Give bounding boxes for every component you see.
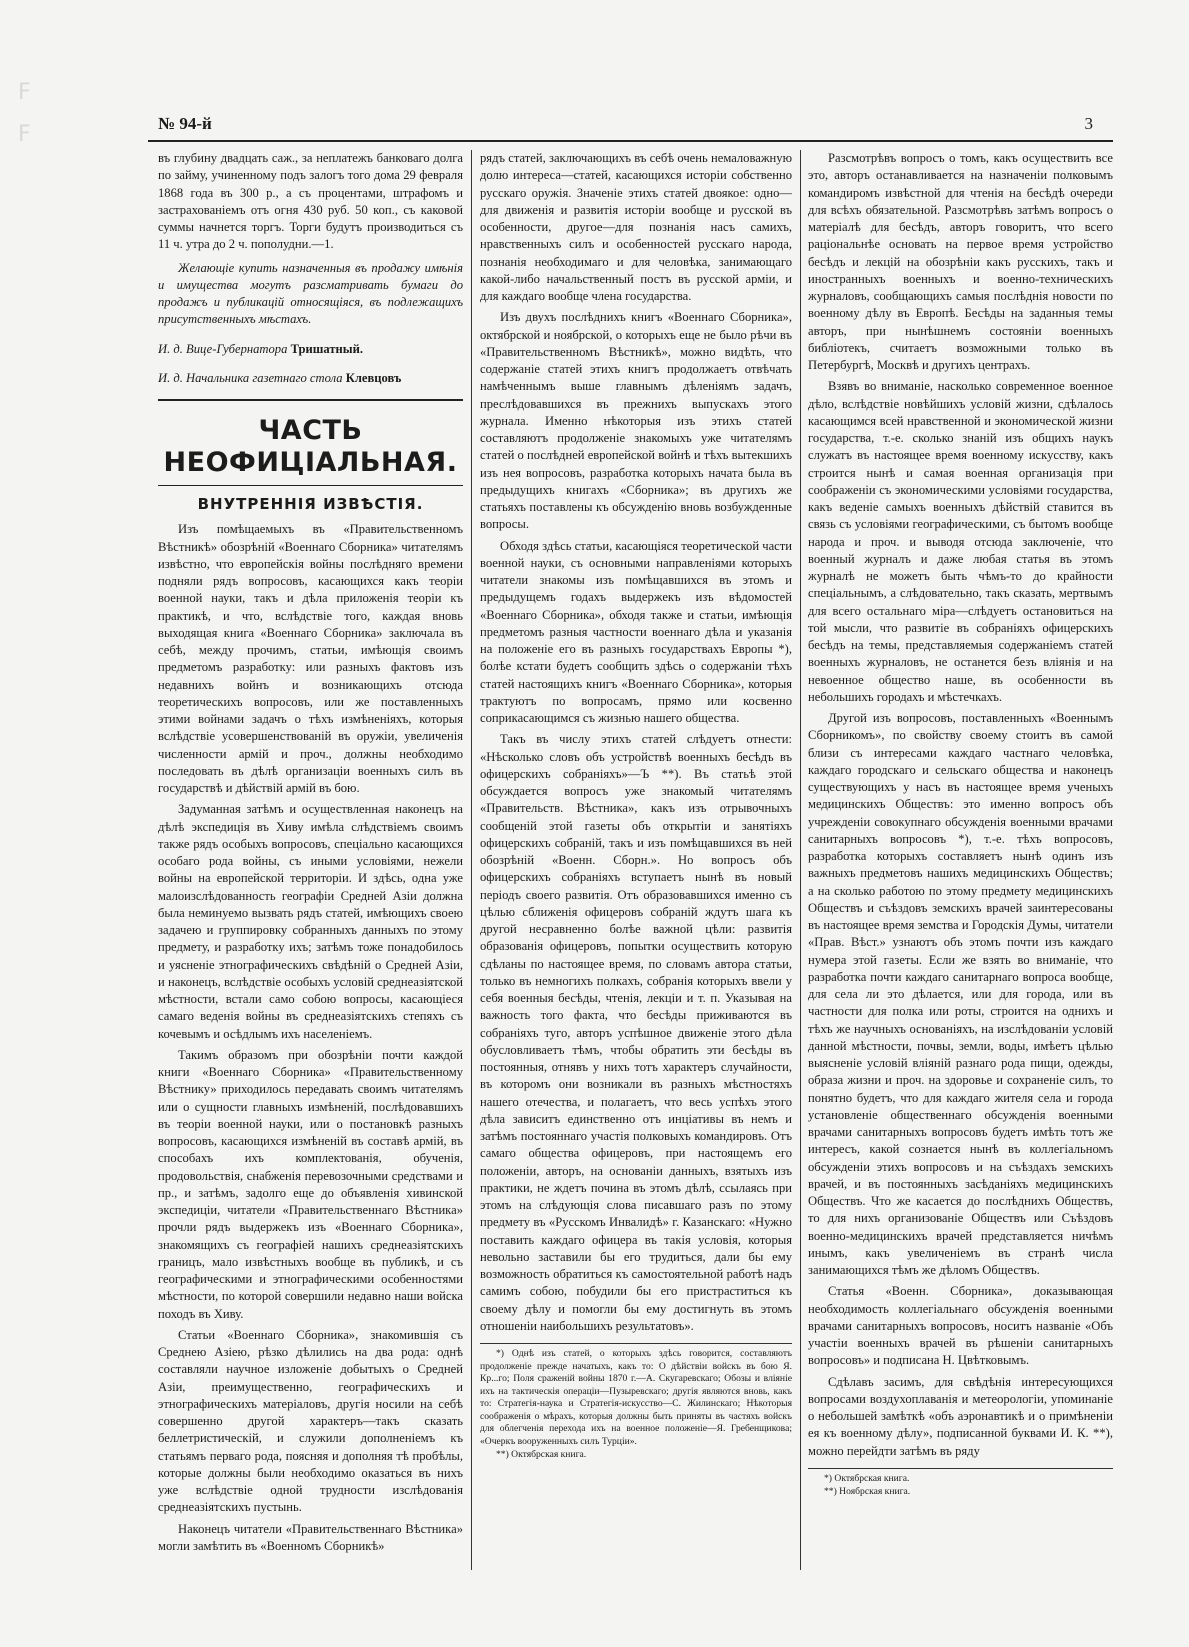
issue-number: № 94-й	[158, 114, 212, 133]
footnotes	[480, 1343, 792, 1462]
columns	[148, 150, 1113, 1570]
paragraph: Разсмотрѣвъ вопросъ о томъ, какъ осуществить все это, авторъ останавливается на назначеніи полковымъ командиромъ извѣстной для чтенія на бесѣдѣ очереди для всѣхъ обязательной. Разсмотрѣвъ затѣмъ вопросъ о матеріалѣ для бесѣдъ, авторъ говоритъ, что всего раціональнѣе основать на первое время устройство бесѣдъ и лекцій на обозрѣніи какъ русскихъ, такъ и иностранныхъ военныхъ и военно-техническихъ журналовъ, сообщающихъ самыя послѣднія новости по военному дѣлу въ Европѣ. Бесѣды на заданныя темы авторъ, при нынѣшнемъ состояніи военныхъ библіотекъ, считаетъ возможными только въ Петербургѣ, Москвѣ и другихъ центрахъ.	[808, 151, 1113, 372]
column-2	[480, 150, 792, 1570]
newspaper-page	[148, 110, 1113, 1570]
footnote: **) Октябрская книга.	[496, 1449, 587, 1460]
paragraph: Изъ двухъ послѣднихъ книгъ «Военнаго Сборника», октябрской и ноябрской, о которыхъ еще не было рѣчи въ «Правительственномъ Вѣстникѣ», можно видѣть, что содержаніе статей этихъ книгъ продолжаетъ отвѣчать намѣченнымъ выше главнымъ дѣленіямъ задачъ, преслѣдовавшихся въ прежнихъ выпускахъ этого журнала. Именно нѣкоторыя изъ этихъ статей составляютъ продолженіе знакомыхъ уже читателямъ статей о послѣдней европейской войнѣ и тѣхъ вытекшихъ изъ нея вопросовъ, разработка которыхъ начата была въ предыдущихъ книгахъ «Сборника»; въ другихъ же статьяхъ поставлены къ обсужденію вновь возбужденные вопросы.	[480, 310, 792, 532]
margin-mark: F	[18, 80, 31, 105]
paragraph: Изъ помѣщаемыхъ въ «Правительственномъ Вѣстникѣ» обозрѣній «Военнаго Сборника» читателямъ извѣстно, что европейскія войны послѣдняго времени подняли рядъ вопросовъ, касающихся какъ теоріи военной науки, такъ и дѣла приложенія теоріи къ практикѣ, и что, вслѣдствіе того, каждая вновь выходящая книга «Военнаго Сборника» заключала въ себѣ, между прочимъ, статьи, имѣющія своимъ предметомъ разработку: или разныхъ фактовъ изъ недавнихъ войнъ и возникающихъ отсюда теоретическихъ вопросовъ, или же поставленныхъ этими войнами задачъ о тѣхъ измѣненіяхъ, которыя вслѣдствіе усовершенствованій въ оружіи, увеличенія численности армій и проч., должны необходимо последовать въ дѣлѣ организаціи военныхъ силъ въ государствѣ и дѣйствій армій въ бою.	[158, 522, 463, 795]
paragraph: Другой изъ вопросовъ, поставленныхъ «Военнымъ Сборникомъ», по свойству своему стоитъ въ самой близи съ интересами каждаго частнаго человѣка, каждаго городскаго и сельскаго общества и наконецъ существующихъ у насъ въ настоящее время ученыхъ медицинскихъ Обществъ: это именно вопросъ объ учрежденіи совокупнаго обсужденія военными врачами санитарныхъ вопросовъ *), т.-е. тѣхъ вопросовъ, разработка которыхъ составляетъ нынѣ одинъ изъ важныхъ предметовъ нашихъ медицинскихъ Обществъ; а на сколько работою по этому предмету медицинскихъ Обществъ и съѣздовъ земскихъ врачей заинтересованы въ настоящее время земства и Городскія Думы, читатели «Прав. Вѣст.» узнаютъ объ этомъ почти изъ каждаго нумера этой газеты. Если же взять во вниманіе, что разработка почти каждаго санитарнаго вопроса вообще, для села ли это дѣлается, или для города, или въ частности для полка или роты, строится на однихъ и тѣхъ же научныхъ основаніяхъ, на изслѣдованіи условій данной мѣстности, почвы, земли, воды, имѣетъ цѣлью выясненіе условій вліяній разнаго рода пищи, одежды, образа жизни и проч. на здоровье и сохраненіе силъ, то понятно будетъ, что для каждаго жителя села и города установленіе общественнаго обсужденія военными врачами санитарныхъ вопросовъ будетъ имѣть тотъ же интересъ, какой сознается нынѣ въ коллегіальномъ обсужденіи этихъ вопросовъ и на съѣздахъ земскихъ врачей, и въ постоянныхъ засѣданіяхъ медицинскихъ Обществъ. Что же касается до послѣднихъ Обществъ, то для нихъ организованіе Обществъ или Съѣздовъ военно-медицинскихъ врачей представляется ничѣмъ инымъ, какъ увеличеніемъ въ странѣ числа занимающихся тѣмъ же дѣломъ Обществъ.	[808, 711, 1113, 1277]
signature-title: И. д. Начальника газетнаго стола	[158, 370, 343, 385]
paragraph: Статья «Военн. Сборника», доказывающая необходимость коллегіальнаго обсужденія военными врачами санитарныхъ вопросовъ, носитъ названіе «Объ участіи военныхъ врачей въ рѣшеніи санитарныхъ вопросовъ» и подписана Н. Цвѣтковымъ.	[808, 1284, 1113, 1368]
section-title: ВНУТРЕННІЯ ИЗВѢСТІЯ.	[197, 495, 424, 513]
paragraph: Сдѣлавъ засимъ, для свѣдѣнія интересующихся вопросами воздухоплаванія и метеорологіи, упоминаніе о небольшей замѣткѣ «объ аэронавтикѣ и о примѣненіи ея къ военному дѣлу», подписанной буквами И. К. **), можно перейдти затѣмъ въ ряду	[808, 1374, 1113, 1458]
page-number: 3	[1084, 114, 1093, 133]
paragraph: Обходя здѣсь статьи, касающіяся теоретической части военной науки, съ основными направленіями которыхъ читатели знакомы изъ помѣщавшихся въ этомъ и предыдущемъ годахъ выдержекъ изъ вѣдомостей «Военнаго Сборника», обходя также и статьи, имѣющія предметомъ разныя частности военнаго дѣла и указанія на положеніе его въ разныхъ государствахъ Европы *), болѣе кстати будетъ сообщить здѣсь о содержаніи тѣхъ статей настоящихъ книгъ «Военнаго Сборника», которыя трактуютъ по вопросамъ, прямо или косвенно соприкасающимся съ жизнью нашего общества.	[480, 538, 792, 725]
paragraph: Такимъ образомъ при обозрѣніи почти каждой книги «Военнаго Сборника» «Правительственному Вѣстнику» приходилось передавать своимъ читателямъ или о сущности главныхъ измѣненій, послѣдовавшихъ въ теоріи военной науки, или о постановкѣ разныхъ вопросовъ, касающихся измѣненій въ составѣ армій, въ способахъ ихъ комплектованія, обученія, продовольствія, снабженія перевозочными средствами и пр., и затѣмъ, задолго еще до объявленія хивинской экспедиціи, читатели «Правительственнаго Вѣстника» прочли рядъ выдержекъ изъ «Военнаго Сборника», знакомящихъ съ географіей нашихъ среднеазіятскихъ границъ, мало извѣстныхъ вообще въ публикѣ, и съ географическими и этнографическими особенностями мѣстности, по которой совершили недавно наши войска походъ въ Хиву.	[158, 1047, 463, 1321]
paragraph: Взявъ во вниманіе, насколько современное военное дѣло, вслѣдствіе новѣйшихъ условій жизни, сдѣлалось касающимся всей нравственной и экономической жизни государства, т.-е. сколько знаній изъ общихъ наукъ служатъ въ настоящее время военному искусству, какъ строится нынѣ и самая военная организація при соображеніи съ экономическими условіями государства, какъ веденіе самыхъ военныхъ дѣйствій ставится въ связь съ условіями географическими, съ бытомъ вообще народа и проч. и выводя отсюда заключеніе, что военный журналъ и даже любая статья въ этомъ журналѣ не можетъ быть чѣмъ-то до крайности спеціальнымъ, а слѣдовательно, такъ сказать, мертвымъ для всего остальнаго міра—слѣдуетъ остановиться на той мысли, что развитіе въ собраніяхъ офицерскихъ бесѣдъ на темы, представляемыя содержаніемъ статей военныхъ журналовъ, не останется безъ вліянія и на невоенное общество наше, въ особенности въ небольшихъ городахъ и мѣстечкахъ.	[808, 379, 1113, 704]
paragraph: Задуманная затѣмъ и осуществленная наконецъ на дѣлѣ экспедиція въ Хиву имѣла слѣдствіемъ своимъ также рядъ особыхъ вопросовъ, спеціально касающихся особаго рода войны, съ иными условіями, нежели войны на европейской территоріи. И здѣсь, одна уже малоизслѣдованность географіи Средней Азіи должна была неминуемо вызвать рядъ статей, имѣющихъ своею задачею и группировку собранныхъ данныхъ по этому предмету, и разработку ихъ; затѣмъ тоже понадобилось и уясненіе этнографическихъ свѣдѣній о Средней Азіи, и наконецъ, вслѣдствіе особыхъ условій среднеазіятской мѣстности, встали само собою вопросы, касающіеся самаго веденія войны въ среднеазіятскихъ степяхъ съ кочевымъ и осѣдлымъ ихъ населеніемъ.	[158, 802, 463, 1041]
paragraph: въ глубину двадцать саж., за неплатежъ банковаго долга по займу, учиненному подъ залогъ того дома 29 февраля 1868 года въ 300 р., а съ процентами, штрафомъ и застрахованіемъ отъ огня 430 руб. 50 коп., съ каковой суммы начнется торгъ. Торги будутъ производиться съ 11 ч. утра до 2 ч. пополудни.—1.	[158, 151, 463, 252]
footnote: *) Октябрская книга.	[824, 1472, 910, 1484]
column-3	[808, 150, 1113, 1570]
signature	[158, 341, 463, 358]
signature-name: Клевцовъ	[345, 370, 402, 385]
footnote: **) Ноябрская книга.	[824, 1486, 911, 1498]
paragraph: Статьи «Военнаго Сборника», знакомившія съ Среднею Азіею, рѣзко дѣлились на два рода: однѣ составляли научное изложеніе добытыхъ о Средней Азіи, преимущественно, географическихъ и этнографическихъ матеріаловъ, другія носили на себѣ совершенно другой характеръ—такъ сказать беллетристическій, и служили дополненіемъ къ статьямъ перваго рода, поясняя и дополняя тѣ пробѣлы, которые должны были необходимо оказаться въ нихъ уже вслѣдствіе одной трудности изслѣдованія среднеазіятскихъ пустынь.	[158, 1327, 463, 1515]
margin-mark: F	[18, 122, 31, 147]
footnote: *) Однѣ изъ статей, о которыхъ здѣсь говорится, составляютъ продолженіе прежде начатыхъ, какъ то: О дѣйствіи войскъ въ бою Я. Кр...го; Поля сраженій войны 1870 г.—А. Скугаревскаго; Обозы и вліяніе ихъ на тактическія операціи—Пузыревскаго; другія являются вновь, какъ то: Стратегія-наука и Стратегія-искусство—С. Жилинскаго; Нѣкоторыя соображенія о мѣрахъ, которыя должны быть приняты въ частяхъ войскъ для облегченія перехода ихъ на военное положеніе—Я. Гребенщикова; «Очеркъ вооруженныхъ силъ Турціи».	[480, 1348, 792, 1447]
sale-notice: Желающіе купить назначенныя въ продажу имѣнія и имущества могутъ разсматривать бумаги до продажъ и публикацій относящіяся, въ подлежащихъ присутственныхъ мѣстахъ.	[158, 260, 463, 327]
paragraph: Наконецъ читатели «Правительственнаго Вѣстника» могли замѣтить въ «Военномъ Сборникѣ»	[158, 1521, 463, 1553]
part-title: ЧАСТЬ НЕОФИЦІАЛЬНАЯ.	[158, 399, 463, 486]
paragraph: Такъ въ числу этихъ статей слѣдуетъ отнести: «Нѣсколько словъ объ устройствѣ военныхъ бесѣдъ въ офицерскихъ собраніяхъ»—Ъ **). Въ статьѣ этой обсуждается вопросъ уже знакомый читателямъ «Правительств. Вѣстника», какъ изъ отрывочныхъ сообщеній этой газеты объ открытіи и занятіяхъ офицерскихъ собраній, такъ и изъ помѣщавшихся въ ней обозрѣній «Военн. Сборн.». Но вопросъ объ офицерскихъ собраніяхъ вступаетъ нынѣ въ новый періодъ своего развитія. Отъ образовавшихся именно съ цѣлью сближенія офицеровъ собраній ждутъ шага къ другой несравненно болѣе важной цѣли: развитія образованія офицеровъ, попытки осуществить которую сдѣланы по настоящее время, по словамъ автора статьи, только въ немногихъ полкахъ, собранія которыхъ ввели у себя военныя бесѣды, чтенія, лекціи и т. п. Указывая на важность того факта, что бесѣды приживаются въ собраніяхъ туго, авторъ успѣшное движеніе этого дѣла обусловливаетъ тѣмъ, чтобы обратить эти бесѣды въ постоянныя, отнявъ у нихъ тотъ характеръ случайности, въ которомъ они возникали въ разныхъ мѣстностяхъ нашего отечества, и полагаетъ, что весь успѣхъ этого дѣла зависитъ единственно отъ инціативы въ немъ и затѣмъ постояннаго участія полковыхъ командировъ. Отъ самаго общества офицеровъ, при настоящемъ его положеніи, авторъ, на основаніи данныхъ, взятыхъ изъ практики, не ждетъ почина въ этомъ дѣлѣ, ссылаясь при этомъ на слѣдующія слова писавшаго разъ по этому предмету въ «Русскомъ Инвалидѣ» г. Казанскаго: «Нужно поставить каждаго офицера въ такія условія, которыя невольно заставили бы его трудиться, дали бы ему возможность обратиться къ самостоятельной работѣ надъ самимъ собою, побудили бы его пристраститься къ своему дѣлу и помогли бы ему достигнуть въ этомъ отношеніи наибольшихъ результатовъ».	[480, 732, 792, 1333]
page-header	[148, 110, 1113, 142]
paragraph: рядъ статей, заключающихъ въ себѣ очень немаловажную долю интереса—статей, касающихся исторіи собственно русскаго оружія. Значеніе этихъ статей двоякое: одно—для движенія и развитія исторіи вообще и русской въ особенности, другое—для познанія насъ самихъ, нравственныхъ силъ и особенностей русскаго народа, познанія необходимаго и для человѣка, занимающаго какой-либо начальственный постъ въ русской арміи, и для каждаго вообще члена государства.	[480, 151, 792, 303]
signature	[158, 370, 463, 387]
signature-title: И. д. Вице-Губернатора	[158, 341, 288, 356]
signature-name: Тришатный.	[290, 341, 364, 356]
column-rule	[471, 150, 472, 1570]
column-rule	[800, 150, 801, 1570]
column-1	[158, 150, 463, 1570]
footnotes	[808, 1468, 1113, 1499]
